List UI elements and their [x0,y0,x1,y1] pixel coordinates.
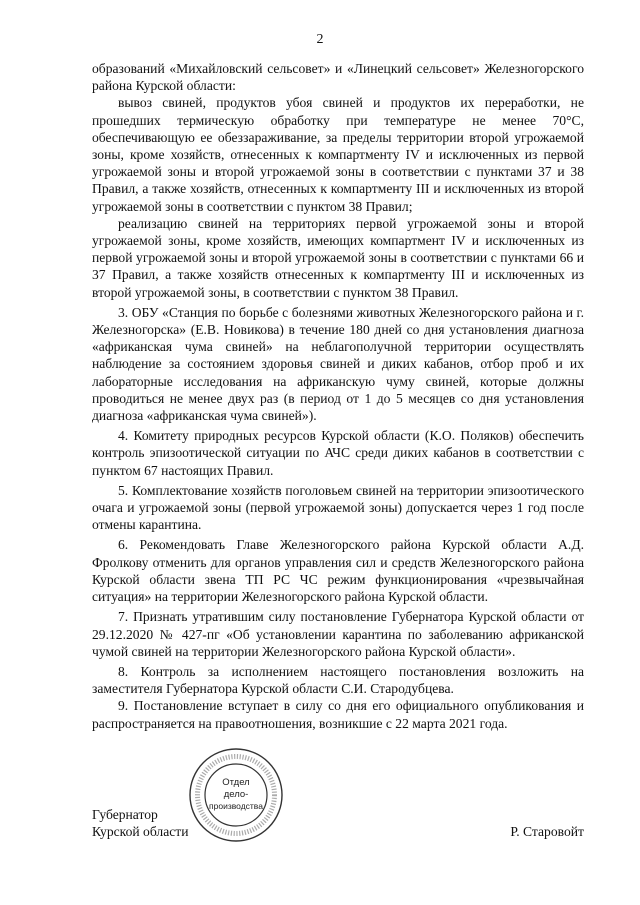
paragraph-item-8: 8. Контроль за исполнением настоящего постановления возложить на заместителя Губернатора Курской области С.И. Стародубцева. [92,663,584,697]
signer-title-line1: Губернатор [92,807,158,822]
paragraph-sale-ban: реализацию свиней на территориях первой угрожаемой зоны и второй угрожаемой зоны, кроме хозяйств, имеющих компартмент IV и исключенных из первой угрожаемой зоны и второй угрожаемой зоны в соответствии с пунктами 66 и 37 Правил, а также хозяйств отнесенных к компартменту III и исключенных из второй угрожаемой зоны, в соответствии с пунктом 38 Правил. [92,215,584,300]
document-body [92,60,584,732]
signer-title [92,806,189,840]
paragraph-item-4: 4. Комитету природных ресурсов Курской области (К.О. Поляков) обеспечить контроль эпизоотической ситуации по АЧС среди диких кабанов в соответствии с пунктом 67 настоящих Правил. [92,428,584,478]
stamp-line2: дело- [223,789,249,800]
paragraph-item-5: 5. Комплектование хозяйств поголовьем свиней на территории эпизоотического очага и угрожаемой зоны (первой угрожаемой зоны) допускается через 1 год после отмены карантина. [92,482,584,533]
paragraph-item-9: 9. Постановление вступает в силу со дня его официального опубликования и распространяется на правоотношения, возникшие с 22 марта 2021 года. [92,698,584,731]
signer-name: Р. Старовойт [510,824,584,839]
office-stamp [186,745,286,845]
stamp-line1: Отдел [222,777,250,788]
paragraph-item-6: 6. Рекомендовать Главе Железногорского района Курской области А.Д. Фролкову отменить для органов управления сил и средств Железногорского района Курской области звена ТП РС ЧС режим функционирования «чрезвычайная ситуация» на территории Железногорского района Курской области. [92,537,584,605]
paragraph-export-ban: вывоз свиней, продуктов убоя свиней и продуктов их переработки, не прошедших термическую обработку при температуре не менее 70°С, обеспечивающую ее обеззараживание, за пределы территории второй угрожаемой зоны, кроме хозяйств, отнесенных к компартменту IV и исключенных из первой угрожаемой зоны и второй угрожаемой зоны в соответствии с пунктами 37 и 38 Правил, а также хозяйств, отнесенных к компартменту III и исключенных из второй угрожаемой зоны в соответствии с пунктом 38 Правил; [92,95,584,214]
stamp-line3: производства [209,801,263,811]
signer-title-line2: Курской области [92,824,189,840]
paragraph-continuation: образований «Михайловский сельсовет» и «Линецкий сельсовет» Железногорского района Курской области: [92,61,584,94]
paragraph-item-3: 3. ОБУ «Станция по борьбе с болезнями животных Железногорского района и г. Железногорска» (Е.В. Новикова) в течение 180 дней со дня установления диагноза «африканская чума свиней» на неблагополучной территории осуществлять наблюдение за состоянием здоровья свиней и диких кабанов, отбор проб и их лабораторные исследования на африканскую чуму свиней, которые должны проводиться не менее двух раз (в период от 1 до 5 месяцев со дня установления диагноза «африканская чума свиней»). [92,304,584,424]
page-number: 2 [316,32,324,47]
paragraph-item-7: 7. Признать утратившим силу постановление Губернатора Курской области от 29.12.2020 № 427-пг «Об установлении карантина по заболеванию африканской чумой свиней на территории Железногорского района Курской области». [92,609,584,659]
